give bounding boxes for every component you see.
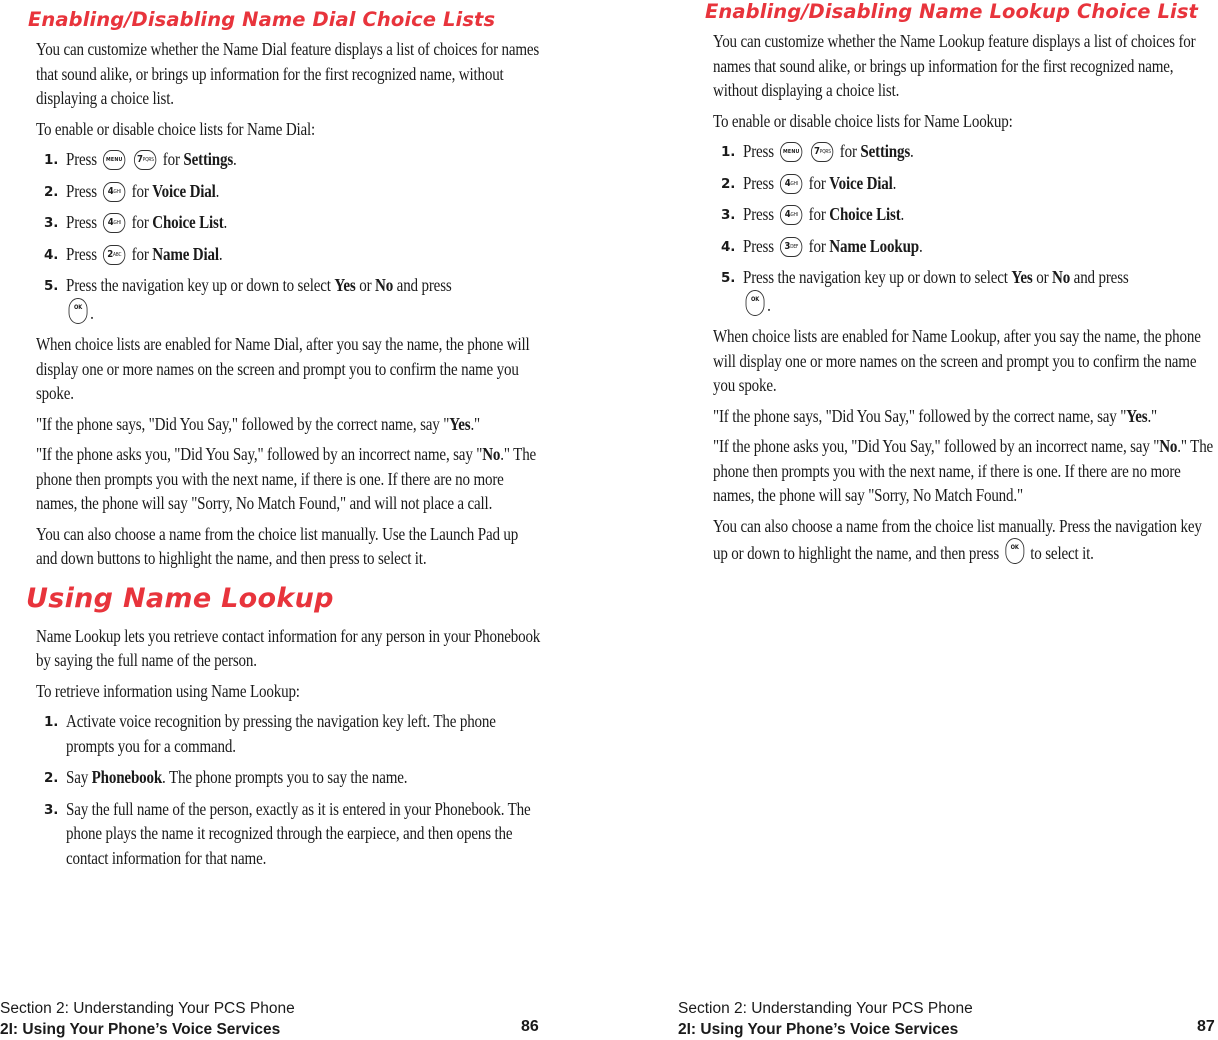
page-number: 87 bbox=[1197, 1018, 1215, 1035]
key-letters: GHI bbox=[790, 180, 798, 187]
step-punct: . bbox=[215, 180, 220, 201]
lookup-lead-paragraph: To retrieve information using Name Lookup: bbox=[36, 680, 300, 701]
step-punct: . bbox=[233, 149, 237, 169]
manual-paragraph bbox=[713, 514, 1218, 566]
key-3-icon bbox=[780, 237, 802, 257]
step-text: for bbox=[808, 204, 826, 224]
step-text: Say bbox=[66, 767, 89, 787]
right-footer bbox=[678, 998, 1218, 1040]
step-punct: . bbox=[892, 172, 897, 193]
list-item bbox=[713, 202, 1218, 227]
key-4-icon bbox=[103, 182, 125, 202]
key-digit: 4 bbox=[107, 217, 114, 228]
list-item bbox=[36, 797, 542, 871]
step-text: . The phone prompts you to say the name. bbox=[162, 767, 408, 787]
text: ." bbox=[1147, 405, 1158, 426]
list-item bbox=[36, 147, 542, 172]
step-text: or bbox=[1036, 267, 1049, 287]
step-number: 4. bbox=[721, 238, 736, 255]
step-punct: . bbox=[918, 235, 923, 256]
step-text: for bbox=[808, 172, 826, 193]
step-number: 2. bbox=[44, 770, 59, 786]
key-label: OK bbox=[74, 303, 83, 311]
key-letters: PQRS bbox=[819, 149, 831, 155]
step-punct: . bbox=[767, 294, 771, 315]
step-text: Press bbox=[66, 180, 97, 201]
step-text: Press bbox=[66, 212, 97, 232]
key-4-icon bbox=[780, 205, 802, 225]
right-page bbox=[609, 0, 1218, 1040]
left-column bbox=[26, 8, 542, 877]
step-text: Press bbox=[743, 172, 774, 193]
says-paragraph bbox=[36, 412, 541, 437]
key-letters: PQRS bbox=[142, 157, 154, 163]
key-digit: 4 bbox=[107, 185, 114, 197]
list-item bbox=[36, 765, 542, 790]
step-text: Press bbox=[743, 141, 774, 161]
step-number: 3. bbox=[44, 801, 59, 818]
step-text: Say the full name of the person, exactly as it is entered in your Phonebook. The phone plays the name it recognized through the earpiece, and then opens the contact information for that name. bbox=[66, 798, 531, 868]
step-number: 4. bbox=[44, 246, 59, 263]
step-number: 1. bbox=[44, 714, 59, 730]
left-footer bbox=[0, 998, 560, 1040]
step-text: and press bbox=[1073, 267, 1129, 287]
footer-chapter: 2I: Using Your Phone’s Voice Services bbox=[678, 1021, 959, 1038]
step-text: for bbox=[131, 243, 149, 264]
key-label: OK bbox=[751, 295, 760, 303]
step-command: Phonebook bbox=[91, 767, 163, 787]
name-lookup-choice-steps bbox=[713, 139, 1218, 317]
step-text: Activate voice recognition by pressing the navigation key left. The phone prompts you for a command. bbox=[66, 711, 496, 756]
ok-key-icon bbox=[1005, 538, 1024, 564]
text: You can also choose a name from the choice list manually. Press the navigation key up or down to highlight the name, and then press bbox=[713, 515, 1202, 563]
step-text: for bbox=[162, 149, 180, 169]
step-text: Press bbox=[66, 149, 97, 169]
key-7-icon bbox=[811, 142, 833, 162]
step-command: Name Dial bbox=[152, 243, 219, 264]
list-item bbox=[36, 210, 542, 235]
step-number: 2. bbox=[721, 175, 736, 192]
yes-command: Yes bbox=[1126, 405, 1148, 426]
list-item bbox=[713, 265, 1218, 317]
key-digit: 4 bbox=[784, 209, 791, 220]
text: ." The phone then prompts you with the next name, if there is one. If there are no more names, the phone will say "Sorry, No Match Found," and will not place a call. bbox=[36, 444, 537, 513]
right-column bbox=[705, 0, 1218, 572]
list-item bbox=[713, 171, 1218, 196]
step-punct: . bbox=[910, 141, 914, 161]
step-text: for bbox=[839, 141, 857, 161]
step-text: Press bbox=[66, 243, 97, 264]
menu-key-icon bbox=[103, 150, 125, 170]
step-command: Choice List bbox=[152, 212, 224, 232]
step-number: 3. bbox=[44, 215, 59, 231]
ok-key-icon bbox=[69, 298, 88, 324]
step-command: Voice Dial bbox=[829, 172, 893, 193]
lookup-intro-paragraph: Name Lookup lets you retrieve contact information for any person in your Phonebook by saying the full name of the person. bbox=[36, 625, 541, 670]
step-punct: . bbox=[90, 302, 94, 323]
text: to select it. bbox=[1030, 543, 1094, 563]
key-4-icon bbox=[103, 213, 125, 233]
step-text: Press the navigation key up or down to select bbox=[66, 275, 331, 295]
step-text: for bbox=[131, 180, 149, 201]
menu-key-icon bbox=[780, 142, 802, 162]
key-label: MENU bbox=[783, 149, 800, 155]
step-command: Settings bbox=[183, 149, 234, 169]
key-letters: DEF bbox=[790, 243, 799, 250]
step-command: Yes bbox=[1011, 267, 1033, 287]
step-number: 5. bbox=[44, 278, 59, 294]
text: "If the phone asks you, "Did You Say," followed by an incorrect name, say " bbox=[36, 444, 483, 464]
key-digit: 4 bbox=[784, 177, 791, 189]
key-4-icon bbox=[780, 174, 802, 194]
step-text: for bbox=[808, 235, 826, 256]
enabled-paragraph: When choice lists are enabled for Name Dial, after you say the name, the phone will display one or more names on the screen and prompt you to confirm the name you spoke. bbox=[36, 334, 530, 403]
key-7-icon bbox=[134, 150, 156, 170]
footer-chapter: 2I: Using Your Phone’s Voice Services bbox=[0, 1021, 281, 1038]
step-command: Yes bbox=[334, 275, 356, 295]
no-command: No bbox=[1159, 436, 1178, 456]
step-punct: . bbox=[900, 204, 905, 224]
step-text: or bbox=[359, 275, 372, 295]
key-label: MENU bbox=[106, 157, 123, 163]
lead-paragraph: To enable or disable choice lists for Name Dial: bbox=[36, 118, 316, 139]
step-text: Press bbox=[743, 235, 774, 256]
manual-paragraph: You can also choose a name from the choice list manually. Use the Launch Pad up and down buttons to highlight the name, and then press to select it. bbox=[36, 523, 519, 568]
list-item bbox=[36, 179, 542, 204]
step-text: Press bbox=[743, 204, 774, 224]
step-number: 2. bbox=[44, 183, 59, 200]
key-letters: GHI bbox=[113, 188, 121, 195]
name-dial-steps bbox=[36, 147, 542, 325]
key-letters: GHI bbox=[790, 212, 798, 218]
key-digit: 7 bbox=[813, 146, 820, 157]
lead-paragraph: To enable or disable choice lists for Name Lookup: bbox=[713, 110, 1013, 131]
step-number: 3. bbox=[721, 207, 736, 223]
key-digit: 2 bbox=[107, 248, 114, 260]
step-punct: . bbox=[223, 212, 228, 232]
text: ." The phone then prompts you with the next name, if there is one. If there are no more names, the phone will say "Sorry, No Match Found." bbox=[713, 436, 1214, 505]
intro-paragraph: You can customize whether the Name Dial feature displays a list of choices for names that sound alike, or brings up information for the first recognized name, without displaying a choice list. bbox=[36, 39, 540, 108]
yes-command: Yes bbox=[449, 413, 471, 434]
footer-section: Section 2: Understanding Your PCS Phone bbox=[0, 1000, 295, 1017]
heading-using-name-lookup: Using Name Lookup bbox=[26, 582, 334, 614]
step-command: No bbox=[375, 275, 394, 295]
text: ." bbox=[470, 413, 481, 434]
enabled-paragraph: When choice lists are enabled for Name Lookup, after you say the name, the phone will display one or more names on the screen and prompt you to confirm the name you spoke. bbox=[713, 326, 1201, 395]
step-command: Name Lookup bbox=[829, 235, 919, 256]
ok-key-icon bbox=[746, 290, 765, 316]
says-paragraph bbox=[713, 404, 1218, 429]
footer-section: Section 2: Understanding Your PCS Phone bbox=[678, 1000, 973, 1017]
asks-paragraph bbox=[713, 434, 1218, 508]
list-item bbox=[713, 139, 1218, 164]
page-number: 86 bbox=[521, 1018, 539, 1035]
step-number: 5. bbox=[721, 270, 736, 286]
asks-paragraph bbox=[36, 442, 541, 516]
list-item bbox=[36, 273, 542, 325]
step-command: Choice List bbox=[829, 204, 901, 224]
list-item bbox=[713, 234, 1218, 259]
step-punct: . bbox=[218, 243, 223, 264]
key-2-icon bbox=[103, 245, 125, 265]
step-command: No bbox=[1052, 267, 1071, 287]
step-text: Press the navigation key up or down to select bbox=[743, 267, 1008, 287]
key-letters: ABC bbox=[113, 251, 122, 258]
key-digit: 7 bbox=[136, 154, 143, 165]
step-text: and press bbox=[396, 275, 452, 295]
key-label: OK bbox=[1010, 544, 1019, 551]
no-command: No bbox=[482, 444, 501, 464]
text: "If the phone says, "Did You Say," followed by the correct name, say " bbox=[713, 405, 1127, 426]
heading-name-dial-choice-lists: Enabling/Disabling Name Dial Choice Lists bbox=[28, 8, 496, 31]
step-number: 1. bbox=[44, 152, 59, 168]
text: "If the phone says, "Did You Say," followed by the correct name, say " bbox=[36, 413, 450, 434]
heading-name-lookup-choice-list: Enabling/Disabling Name Lookup Choice List bbox=[705, 0, 1198, 23]
key-digit: 3 bbox=[784, 240, 791, 252]
text: "If the phone asks you, "Did You Say," followed by an incorrect name, say " bbox=[713, 436, 1160, 456]
step-text: for bbox=[131, 212, 149, 232]
step-command: Settings bbox=[860, 141, 911, 161]
step-command: Voice Dial bbox=[152, 180, 216, 201]
key-letters: GHI bbox=[113, 220, 121, 226]
intro-paragraph: You can customize whether the Name Lookup feature displays a list of choices for names that sound alike, or brings up information for the first recognized name, without displaying a choice list. bbox=[713, 31, 1196, 100]
step-number: 1. bbox=[721, 144, 736, 160]
name-lookup-steps bbox=[36, 709, 542, 870]
list-item bbox=[36, 242, 542, 267]
list-item bbox=[36, 709, 542, 758]
